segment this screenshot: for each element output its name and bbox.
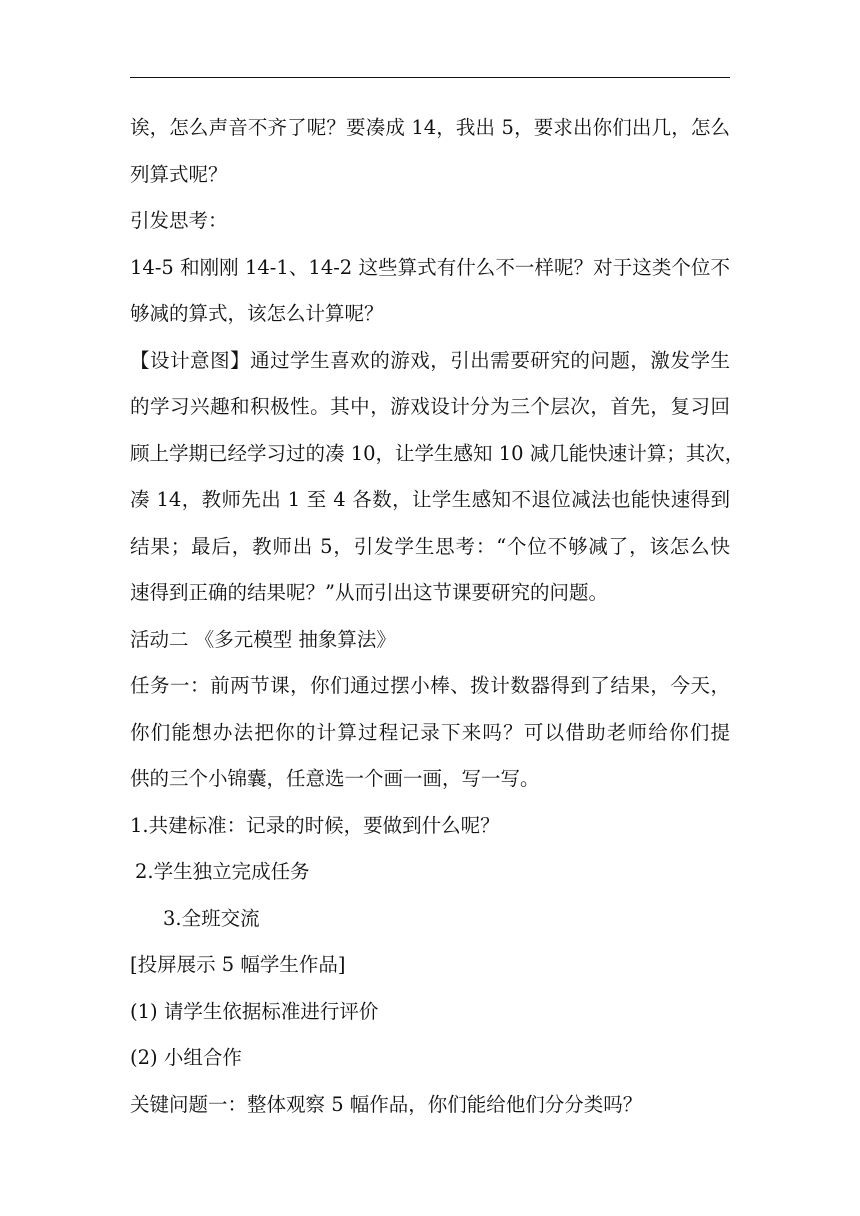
paragraph-line: 14-5 和刚刚 14-1、14-2 这些算式有什么不一样呢？对于这类个位不	[130, 255, 730, 279]
key-question: 关键问题一：整体观察 5 幅作品，你们能给他们分分类吗？	[130, 1092, 643, 1116]
paragraph-line: 列算式呢？	[130, 162, 228, 186]
paragraph-line: 结果；最后，教师出 5，引发学生思考：“个位不够减了，该怎么快	[130, 534, 730, 558]
section-heading: 活动二 《多元模型 抽象算法》	[130, 627, 396, 651]
paragraph-line: 的学习兴趣和积极性。其中，游戏设计分为三个层次，首先，复习回	[130, 395, 730, 418]
paragraph-line: 引发思考：	[130, 209, 228, 232]
sub-item: (1) 请学生依据标准进行评价	[130, 999, 379, 1023]
header-rule	[130, 77, 730, 78]
paragraph-line: 【设计意图】通过学生喜欢的游戏，引出需要研究的问题，激发学生	[130, 348, 730, 372]
paragraph-line: 顾上学期已经学习过的凑 10，让学生感知 10 减几能快速计算；其次，	[130, 441, 745, 465]
numbered-item: 1.共建标准：记录的时候，要做到什么呢？	[130, 813, 500, 837]
paragraph-line: 够减的算式，该怎么计算呢？	[130, 302, 384, 325]
paragraph-line: 任务一：前两节课，你们通过摆小棒、拨计数器得到了结果，今天，	[130, 674, 730, 697]
numbered-item: 3.全班交流	[163, 906, 260, 930]
paragraph-line: 供的三个小锦囊，任意选一个画一画，写一写。	[130, 767, 540, 790]
paragraph-line: 你们能想办法把你的计算过程记录下来吗？可以借助老师给你们提	[130, 720, 730, 744]
numbered-item: 2.学生独立完成任务	[135, 860, 310, 883]
bracket-note: [投屏展示 5 幅学生作品]	[130, 953, 346, 976]
paragraph-line: 速得到正确的结果呢？”从而引出这节课要研究的问题。	[130, 581, 608, 604]
sub-item: (2) 小组合作	[130, 1046, 242, 1069]
document-body	[130, 105, 745, 1128]
paragraph-line: 凑 14，教师先出 1 至 4 各数，让学生感知不退位减法也能快速得到	[130, 488, 730, 511]
paragraph-line: 诶，怎么声音不齐了呢？要凑成 14，我出 5，要求出你们出几，怎么	[130, 116, 730, 139]
